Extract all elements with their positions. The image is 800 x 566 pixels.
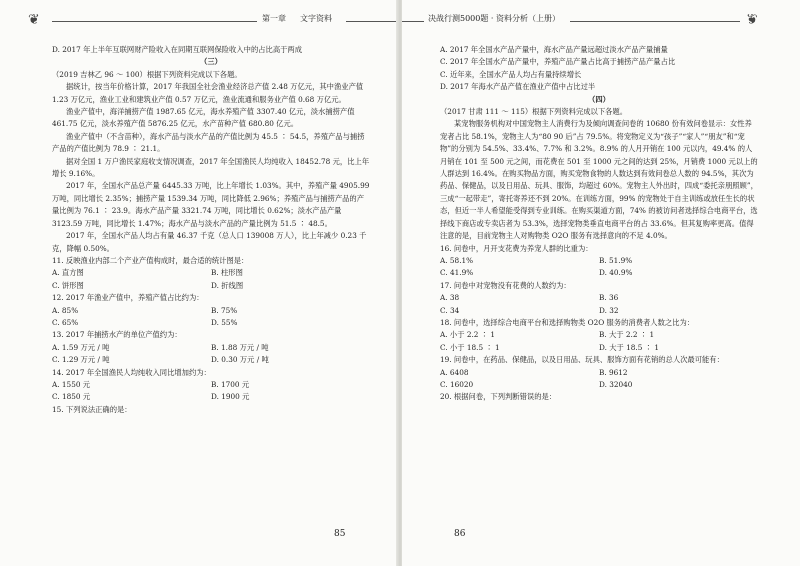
left-page-body — [52, 44, 370, 416]
answer-option: A. 1550 元 — [52, 379, 91, 389]
answer-option: C. 34 — [440, 305, 460, 315]
answer-option: D. 32040 — [599, 379, 633, 389]
question-line: 15. 下列说法正确的是： — [52, 404, 132, 414]
answer-option: D. 1900 元 — [211, 392, 250, 402]
answer-option: C. 65% — [52, 317, 79, 327]
question-line: 12. 2017 年渔业产值中，养殖产值占比约为： — [52, 293, 204, 303]
answer-option: C. 小于 18.5 ∶ 1 — [440, 342, 500, 352]
answer-option: B. 51.9% — [599, 255, 633, 265]
question-line: 19. 问卷中，在药品、保健品，以及日用品、玩具、服饰方面有花销的总人次最可能有： — [440, 355, 724, 365]
question-line: （2019 吉林乙 96 ～ 100）根据下列资料完成以下各题。 — [52, 69, 242, 79]
question-line: A. 2017 年全国水产品产量中，海水产品产量远超过淡水产品产量捕量 — [440, 45, 668, 54]
answer-option: B. 柱形图 — [211, 268, 243, 278]
section-heading: （三） — [200, 57, 222, 67]
paragraph: 据对全国 1 万户渔民家庭收支情况调查，2017 年全国渔民人均纯收入 18452.78 元，比上年增长 9.16%。 — [52, 156, 370, 179]
paragraph: 2017 年，全国水产品总产量 6445.33 万吨，比上年增长 1.03%。其中，养殖产量 4905.99 万吨，同比增长 2.35%；捕捞产量 1539.34 万吨，同比降低 2.96%；养殖产品与捕捞产品的产量比例为 76.1 ∶ 23.9。海水产品产量 3321.74 万吨，同比增长 0.62%；淡水产品产量 3123.59 万吨，同比增长 1.47%；海水产品与淡水产品的产量比例为 51.5 ∶ 48.5。 — [52, 181, 370, 228]
answer-option: D. 40.9% — [599, 268, 633, 278]
answer-option: C. 1.29 万元 / 吨 — [52, 355, 110, 365]
answer-option: D. 32 — [599, 305, 619, 315]
answer-option: C. 16020 — [440, 379, 474, 389]
answer-option: D. 折线图 — [211, 280, 244, 290]
left-page — [0, 0, 398, 566]
question-line: 14. 2017 年全国渔民人均纯收入同比增加约为： — [52, 367, 211, 377]
answer-options — [52, 342, 370, 367]
question-line: 16. 问卷中，月开支花费为养宠人群的比重为： — [440, 243, 593, 253]
answer-option: B. 36 — [599, 293, 619, 303]
answer-options — [52, 305, 370, 330]
ornament-icon: ❦ — [746, 12, 758, 28]
header-rule — [52, 21, 257, 22]
chapter-label: 第一章 — [262, 14, 286, 23]
question-line: 20. 根据问卷，下列判断错误的是： — [440, 392, 557, 402]
answer-option: A. 1.59 万元 / 吨 — [52, 342, 110, 352]
answer-option: B. 75% — [211, 305, 238, 315]
answer-option: B. 1700 元 — [211, 379, 250, 389]
answer-option: A. 小于 2.2 ∶ 1 — [440, 330, 496, 340]
answer-options — [440, 292, 758, 317]
answer-option: C. 1850 元 — [52, 392, 91, 402]
answer-option: A. 6408 — [440, 367, 469, 377]
question-line: D. 2017 年海水产品产值在渔业产值中占比过半 — [440, 82, 596, 92]
question-line: （2017 甘肃 111 ～ 115）根据下列资料完成以下各题。 — [440, 107, 628, 117]
answer-option: B. 1.88 万元 / 吨 — [211, 342, 269, 352]
header-rule — [570, 21, 740, 22]
answer-options — [440, 255, 758, 280]
question-line: D. 2017 年上半年互联网财产险收入在同期互联网保险收入中的占比高于两成 — [52, 45, 303, 54]
answer-option: A. 38 — [440, 293, 460, 303]
answer-options — [52, 267, 370, 292]
question-line: 17. 问卷中对宠物没有花费的人数约为： — [440, 280, 571, 290]
left-header — [0, 8, 398, 34]
right-header — [402, 8, 800, 34]
answer-option: D. 55% — [211, 317, 238, 327]
paragraph: 2017 年，全国水产品人均占有量 46.37 千克（总人口 139008 万人），比上年减少 0.23 千克，降幅 0.50%。 — [52, 231, 367, 253]
question-line: C. 近年来，全国水产品人均占有量持续增长 — [440, 69, 582, 79]
page-number: 85 — [334, 529, 346, 539]
question-line: 13. 2017 年捕捞水产的单位产值约为： — [52, 330, 182, 340]
page-number: 86 — [454, 529, 466, 539]
question-line: 11. 反映渔业内部二个产业产值构成时，最合适的统计图是： — [52, 255, 249, 265]
answer-option: A. 58.1% — [440, 255, 474, 265]
paragraph: 据统计，按当年价格计算，2017 年我国全社会渔业经济总产值 2.48 万亿元，其中渔业产值 1.23 万亿元，渔业工业和建筑业产值 0.57 万亿元，渔业流通和服务业产值 0.68 万亿元。 — [52, 82, 364, 104]
answer-option: C. 饼形图 — [52, 280, 84, 290]
right-page — [402, 0, 800, 566]
answer-option: A. 85% — [52, 305, 79, 315]
answer-options — [440, 329, 758, 354]
section-heading: （四） — [588, 94, 610, 104]
answer-options — [440, 367, 758, 392]
answer-option: D. 大于 18.5 ∶ 1 — [599, 342, 659, 352]
header-rule — [402, 21, 424, 22]
right-page-body — [440, 44, 758, 404]
answer-option: C. 41.9% — [440, 268, 474, 278]
answer-option: A. 直方图 — [52, 268, 84, 278]
ornament-icon: ❦ — [28, 12, 40, 28]
answer-option: B. 大于 2.2 ∶ 1 — [599, 330, 655, 340]
paragraph: 渔业产值中（不含苗种），海水产品与淡水产品的产值比例为 45.5 ∶ 54.5，养殖产品与捕捞产品的产值比例为 78.9 ∶ 21.1。 — [52, 131, 365, 154]
header-rule — [346, 21, 396, 22]
paragraph: 渔业产值中，海洋捕捞产值 1987.65 亿元，海水养殖产值 3307.40 亿元，淡水捕捞产值 461.75 亿元，淡水养殖产值 5876.25 亿元，水产苗种产值 680.80 亿元。 — [52, 107, 355, 129]
question-line: C. 2017 年全国水产品产量中，养殖产品产量占比高于捕捞产品产量占比 — [440, 57, 676, 67]
book-title: 决战行测5000题 · 资料分析（上册） — [428, 14, 560, 23]
answer-options — [52, 379, 370, 404]
paragraph: 某宠物服务机构对中国宠物主人消费行为及倾向调查问卷的 10680 份有效问卷显示：女性养宠者占比 58.1%，宠物主人为“80 90 后”占 79.5%。将宠物定义为“孩子”“家人”“朋友”和“宠物”的分别为 54.5%、33.4%、7.7% 和 3.2%。8.9% 的人月开销在 100 元以内，49.4% 的人月销在 101 至 500 元之间，而花费在 501 至 1000 元之间的达到 25%，月销费 1000 元以上的人群达到 16.4%。在购买物品方面，购买宠物食物的人数达到有效问卷总人数的 94.5%，其次为药品、保健品，以及日用品、玩具、服饰，均超过 60%。宠物主人外出时，四成“委托亲朋照顾”，三成“一起带走”，寄托寄养还不到 20%。在训练方面，99% 的宠物处于自主训练或放任生长的状态，但近一半人希望能受得到专业训练。在购买渠道方面，74% 的被访问者选择综合电商平台，选择线下商店或专卖店者为 53.3%，选择宠物类垂直电商平台的占 33.6%。但其复购率更高。值得注意的是，目前宠物主人对购物类 O2O 服务有选择意向的不足 4.0%。 — [440, 119, 758, 241]
question-line: 18. 问卷中，选择综合电商平台和选择购物类 O2O 服务的消费者人数之比为： — [440, 317, 695, 327]
subject-label: 文字资料 — [300, 14, 332, 23]
answer-option: D. 0.30 万元 / 吨 — [211, 355, 269, 365]
answer-option: B. 9612 — [599, 367, 628, 377]
